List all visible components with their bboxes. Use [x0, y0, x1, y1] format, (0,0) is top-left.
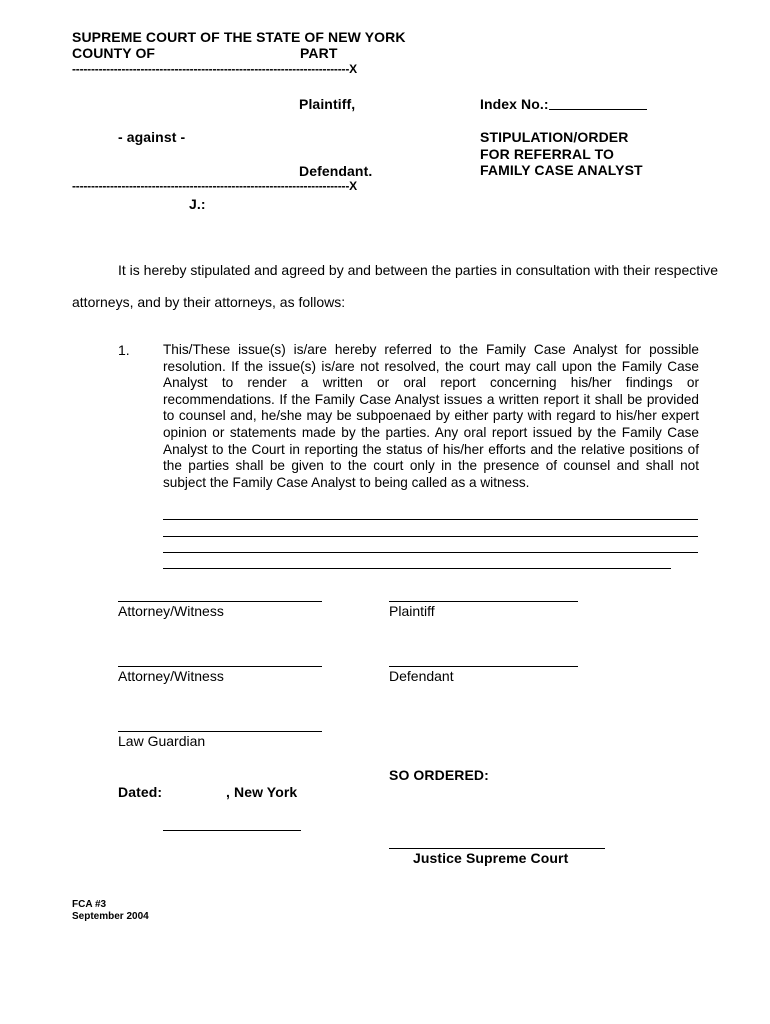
law-guardian-signature-line[interactable] [118, 731, 322, 732]
judge-label: J.: [189, 196, 206, 212]
justice-supreme-court-label: Justice Supreme Court [413, 850, 569, 866]
blank-line-2[interactable] [163, 536, 698, 537]
index-number-label: Index No.: [480, 96, 549, 112]
attorney-witness-2-label: Attorney/Witness [118, 668, 224, 684]
date-signature-line[interactable] [163, 830, 301, 831]
intro-line-2: attorneys, and by their attorneys, as follows: [72, 294, 346, 310]
new-york-label: , New York [226, 784, 298, 800]
form-date: September 2004 [72, 911, 149, 922]
caption-divider-top: -------------------------------------------------------------------------X [72, 62, 357, 76]
attorney-witness-1-label: Attorney/Witness [118, 603, 224, 619]
blank-line-4[interactable] [163, 568, 671, 569]
document-title-line-2: FOR REFERRAL TO [480, 146, 614, 162]
blank-line-1[interactable] [163, 519, 698, 520]
attorney-witness-2-signature-line[interactable] [118, 666, 322, 667]
defendant-signature-line[interactable] [389, 666, 578, 667]
item-1-text: This/These issue(s) is/are hereby referred to the Family Case Analyst for possible resolution. If the issue(s) is/are not resolved, the court may call upon the Family Case Analyst to render a written or oral report concerning his/her findings or recommendations. If the Family Case Analyst issues a written report it shall be provided to counsel and, he/she may be subpoenaed by either party with regard to his/her expert opinion or statements made by the parties. Any oral report issued by the Family Case Analyst to the Court in reporting the status of his/her efforts and the relative positions of the parties shall be given to the court only in the presence of counsel and shall not subject the Family Case Analyst to being called as a witness. [163, 342, 699, 490]
document-title-line-1: STIPULATION/ORDER [480, 129, 629, 145]
law-guardian-label: Law Guardian [118, 733, 206, 749]
blank-line-3[interactable] [163, 552, 698, 553]
part-label: PART [300, 45, 338, 61]
dated-label: Dated: [118, 784, 163, 800]
document-title-line-3: FAMILY CASE ANALYST [480, 162, 643, 178]
form-id: FCA #3 [72, 899, 107, 910]
against-label: - against - [118, 129, 186, 145]
county-label: COUNTY OF [72, 45, 156, 61]
plaintiff-signature-line[interactable] [389, 601, 578, 602]
intro-line-1: It is hereby stipulated and agreed by and between the parties in consultation with their respective [118, 262, 719, 278]
so-ordered-label: SO ORDERED: [389, 767, 489, 783]
caption-divider-bottom: -------------------------------------------------------------------------X [72, 179, 357, 193]
court-heading: SUPREME COURT OF THE STATE OF NEW YORK [72, 29, 406, 45]
item-1-number: 1. [118, 342, 130, 358]
plaintiff-signature-label: Plaintiff [389, 603, 435, 619]
defendant-caption-label: Defendant. [299, 163, 373, 179]
attorney-witness-1-signature-line[interactable] [118, 601, 322, 602]
plaintiff-caption-label: Plaintiff, [299, 96, 356, 112]
justice-signature-line[interactable] [389, 848, 605, 849]
defendant-signature-label: Defendant [389, 668, 454, 684]
index-number-field[interactable] [549, 109, 647, 110]
